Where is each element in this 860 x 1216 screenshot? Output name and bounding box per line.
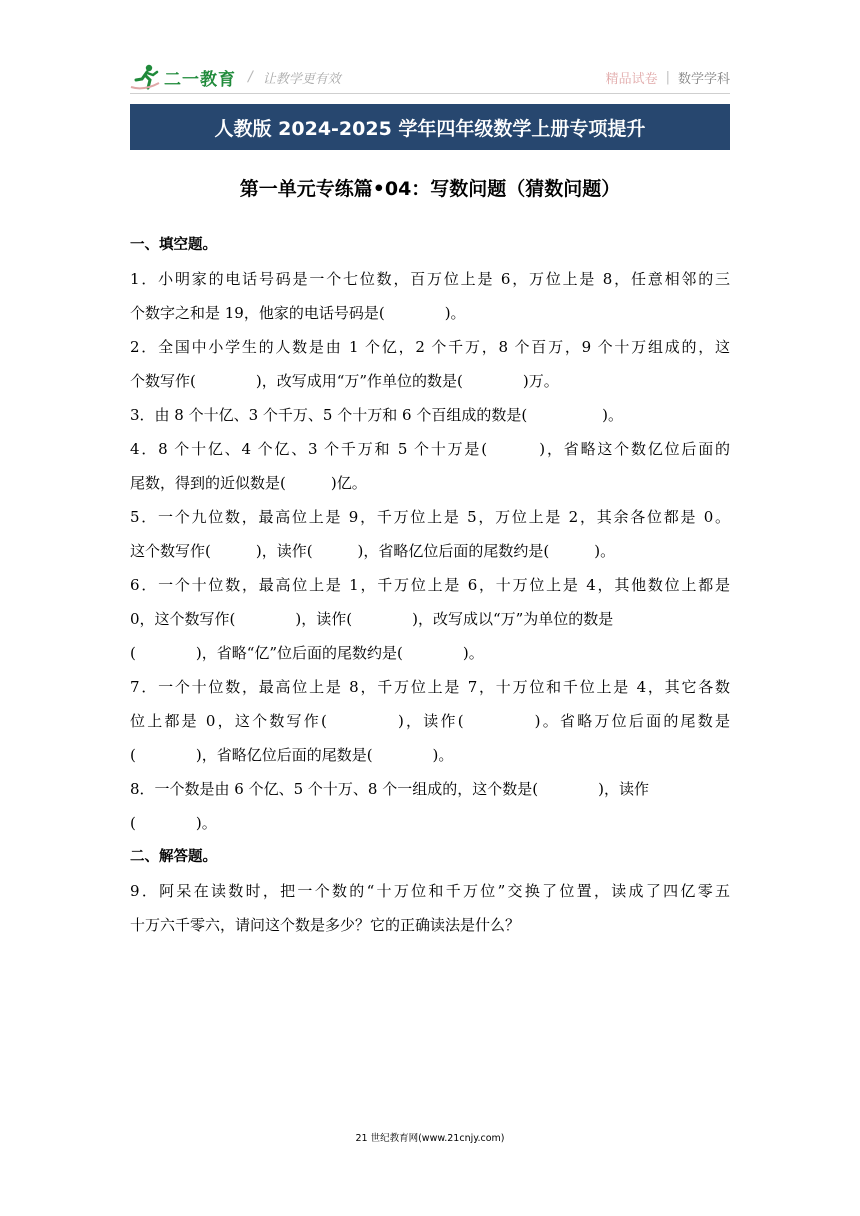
- question-line: 十万六千零六，请问这个数是多少？它的正确读法是什么？: [130, 916, 521, 934]
- question-6: [130, 568, 730, 670]
- question-line: 尾数，得到的近似数是( )亿。: [130, 474, 367, 492]
- question-line: ( )，省略“亿”位后面的尾数约是( )。: [130, 644, 484, 662]
- question-4: [130, 432, 730, 500]
- question-1: [130, 262, 730, 330]
- question-line: 9．阿呆在读数时，把一个数的“十万位和千万位”交换了位置，读成了四亿零五: [130, 882, 730, 900]
- page-footer: 21 世纪教育网(www.21cnjy.com): [355, 1133, 505, 1144]
- running-man-logo-icon: [130, 63, 160, 91]
- question-line: 3．由 8 个十亿、3 个千万、5 个十万和 6 个百组成的数是( )。: [130, 406, 624, 424]
- tag-premium: 精品试卷: [605, 71, 658, 87]
- question-line: ( )，省略亿位后面的尾数是( )。: [130, 746, 454, 764]
- worksheet-content: [130, 228, 730, 942]
- question-line: 5．一个九位数，最高位上是 9，千万位上是 5，万位上是 2，其余各位都是 0。: [130, 508, 730, 526]
- question-8: [130, 772, 730, 840]
- question-line: 4．8 个十亿、4 个亿、3 个千万和 5 个十万是( )，省略这个数亿位后面的: [130, 440, 730, 458]
- brand-slogan: 让教学更有效: [262, 71, 341, 87]
- question-line: 6．一个十位数，最高位上是 1，千万位上是 6，十万位上是 4，其他数位上都是: [130, 576, 730, 594]
- brand-logo[interactable]: [130, 62, 341, 92]
- section-heading-answer: 二、解答题。: [130, 849, 217, 865]
- page-header: [130, 62, 730, 92]
- header-divider: [130, 93, 730, 94]
- brand-name: 二一教育: [164, 69, 236, 90]
- question-5: [130, 500, 730, 568]
- section-heading-fill: 一、填空题。: [130, 237, 217, 253]
- question-line: 位上都是 0，这个数写作( )，读作( )。省略万位后面的尾数是: [130, 712, 730, 730]
- banner-title: 人教版 2024-2025 学年四年级数学上册专项提升: [130, 104, 730, 150]
- question-line: 这个数写作( )，读作( )，省略亿位后面的尾数约是( )。: [130, 542, 616, 560]
- question-line: 1．小明家的电话号码是一个七位数，百万位上是 6，万位上是 8，任意相邻的三: [130, 270, 730, 288]
- tag-subject: 数学学科: [677, 71, 730, 87]
- question-line: 个数写作( )，改写成用“万”作单位的数是( )万。: [130, 372, 559, 390]
- question-line: 个数字之和是 19，他家的电话号码是( )。: [130, 304, 466, 322]
- question-line: 7．一个十位数，最高位上是 8，千万位上是 7，十万位和千位上是 4，其它各数: [130, 678, 730, 696]
- question-9: [130, 874, 730, 942]
- question-line: 0，这个数写作( )，读作( )，改写成以“万”为单位的数是: [130, 610, 614, 628]
- question-line: 2．全国中小学生的人数是由 1 个亿，2 个千万，8 个百万，9 个十万组成的，这: [130, 338, 730, 356]
- header-separator: /: [248, 69, 253, 85]
- question-3: [130, 398, 730, 432]
- header-tags: [606, 62, 730, 92]
- page-subtitle: 第一单元专练篇•04：写数问题（猜数问题）: [239, 178, 621, 200]
- tag-separator: |: [665, 69, 670, 85]
- question-line: 8．一个数是由 6 个亿、5 个十万、8 个一组成的，这个数是( )，读作: [130, 780, 649, 798]
- question-7: [130, 670, 730, 772]
- question-2: [130, 330, 730, 398]
- question-line: ( )。: [130, 814, 217, 832]
